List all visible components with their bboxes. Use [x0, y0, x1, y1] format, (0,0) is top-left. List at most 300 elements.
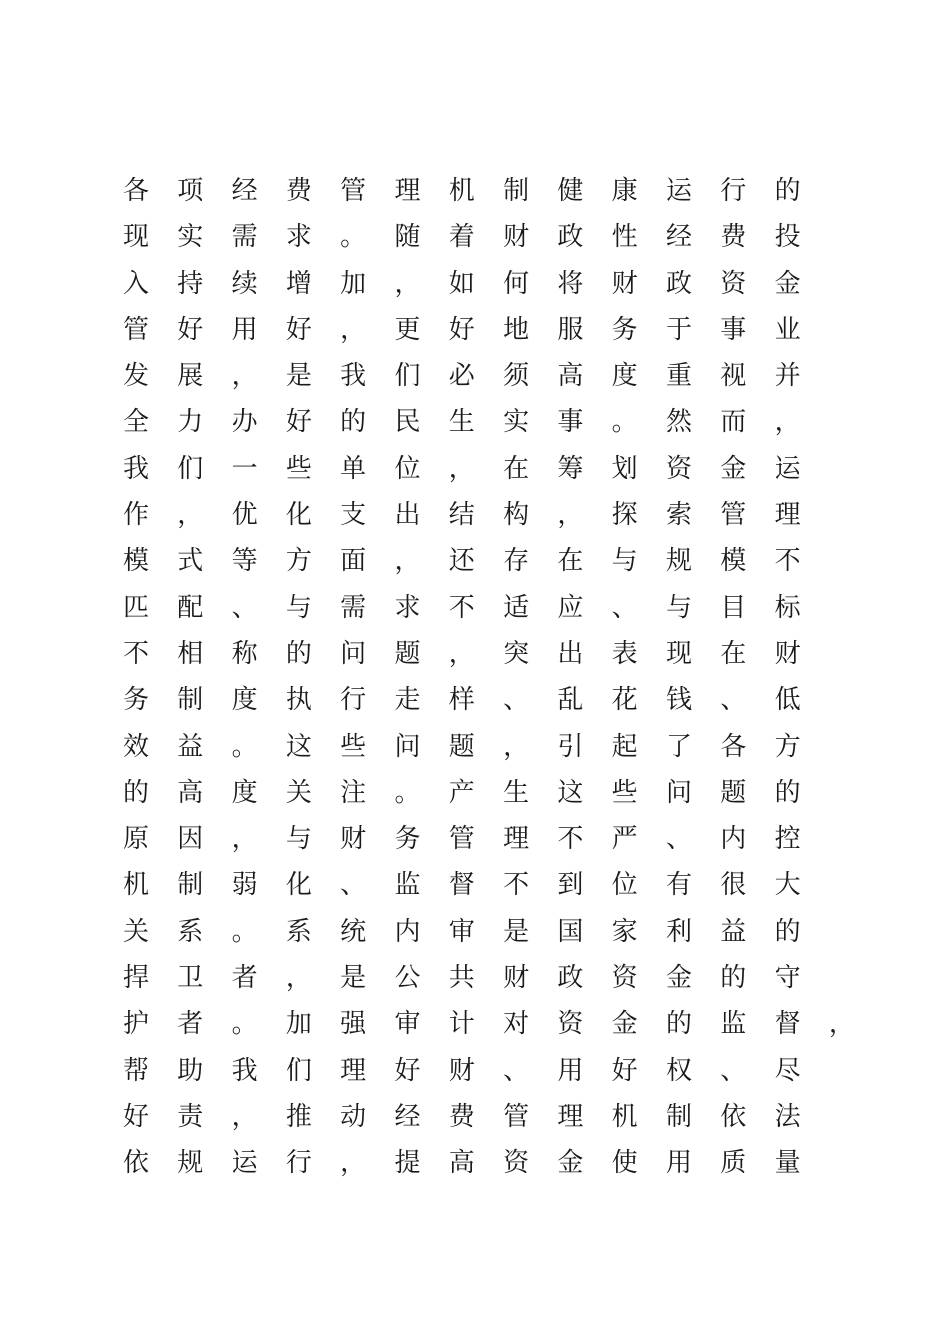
- text-char: 机: [448, 176, 475, 206]
- text-char: 用: [665, 1148, 692, 1179]
- text-char: 注: [340, 777, 367, 808]
- text-char: 运: [774, 453, 801, 484]
- text-char: 、: [611, 592, 638, 623]
- text-line: [109, 770, 869, 816]
- text-char: 高: [557, 361, 584, 392]
- text-char: 财: [611, 268, 638, 299]
- text-char: 的: [774, 916, 801, 947]
- text-char: 对: [503, 1009, 530, 1040]
- text-char: 了: [665, 731, 692, 762]
- text-char: 是: [340, 963, 367, 994]
- text-char: 原: [122, 824, 149, 855]
- text-char: 随: [394, 222, 421, 253]
- text-char: 如: [448, 268, 475, 299]
- text-char: 这: [557, 777, 584, 808]
- text-char: 实: [503, 407, 530, 438]
- text-char: 守: [774, 963, 801, 994]
- text-char: 低: [774, 685, 801, 716]
- text-char: 卫: [177, 963, 204, 994]
- text-char: 者: [231, 963, 258, 994]
- text-char: 管: [720, 500, 747, 531]
- text-char: 资: [720, 268, 747, 299]
- text-line: [109, 1094, 869, 1140]
- text-line: [109, 538, 869, 584]
- text-char: 办: [231, 407, 258, 438]
- text-char: 乱: [557, 685, 584, 716]
- text-char: 现: [122, 222, 149, 253]
- text-char: ，: [828, 1009, 855, 1040]
- text-char: 有: [665, 870, 692, 901]
- text-char: 不: [774, 546, 801, 577]
- text-char: 行: [720, 176, 747, 206]
- text-char: 在: [720, 638, 747, 669]
- text-char: 的: [720, 963, 747, 994]
- text-char: 视: [720, 361, 747, 392]
- text-char: 、: [231, 592, 258, 623]
- text-char: 方: [774, 731, 801, 762]
- text-char: 探: [611, 500, 638, 531]
- text-char: 弱: [231, 870, 258, 901]
- text-line: [109, 168, 869, 214]
- text-char: 。: [231, 916, 258, 947]
- text-char: 标: [774, 592, 801, 623]
- text-char: 量: [774, 1148, 801, 1179]
- text-char: 是: [285, 361, 312, 392]
- text-char: 责: [177, 1101, 204, 1132]
- text-char: 管: [340, 176, 367, 206]
- text-char: 加: [340, 268, 367, 299]
- text-char: 然: [665, 407, 692, 438]
- text-char: 生: [503, 777, 530, 808]
- text-char: 与: [285, 592, 312, 623]
- text-char: 于: [665, 314, 692, 345]
- text-char: 这: [285, 731, 312, 762]
- text-char: 运: [231, 1148, 258, 1179]
- text-char: 些: [340, 731, 367, 762]
- text-char: 共: [448, 963, 475, 994]
- text-char: 关: [122, 916, 149, 947]
- text-char: 行: [285, 1148, 312, 1179]
- text-char: 续: [231, 268, 258, 299]
- text-char: 性: [611, 222, 638, 253]
- text-char: 制: [177, 685, 204, 716]
- text-char: 式: [177, 546, 204, 577]
- text-char: 须: [503, 361, 530, 392]
- text-char: 突: [503, 638, 530, 669]
- text-char: 提: [394, 1148, 421, 1179]
- text-char: 还: [448, 546, 475, 577]
- text-char: 题: [448, 731, 475, 762]
- text-char: 好: [611, 1055, 638, 1086]
- text-char: 筹: [557, 453, 584, 484]
- text-char: 用: [231, 314, 258, 345]
- text-char: 费: [448, 1101, 475, 1132]
- text-char: 的: [774, 777, 801, 808]
- text-char: 好: [285, 314, 312, 345]
- text-char: 些: [611, 777, 638, 808]
- text-line: [109, 307, 869, 353]
- text-char: 位: [394, 453, 421, 484]
- text-char: 高: [448, 1148, 475, 1179]
- text-line: [109, 631, 869, 677]
- text-char: 的: [122, 777, 149, 808]
- text-line: [109, 353, 869, 399]
- text-char: 经: [394, 1101, 421, 1132]
- text-char: 支: [340, 500, 367, 531]
- text-char: 配: [177, 592, 204, 623]
- text-line: [109, 585, 869, 631]
- text-char: 表: [611, 638, 638, 669]
- text-char: 生: [448, 407, 475, 438]
- text-char: 全: [122, 407, 149, 438]
- text-char: 度: [611, 361, 638, 392]
- text-char: 权: [665, 1055, 692, 1086]
- text-char: 机: [122, 870, 149, 901]
- text-char: 捍: [122, 963, 149, 994]
- text-char: 模: [122, 546, 149, 577]
- text-char: 理: [503, 824, 530, 855]
- text-char: 目: [720, 592, 747, 623]
- text-line: [109, 214, 869, 260]
- text-char: 、: [503, 1055, 530, 1086]
- text-char: 制: [665, 1101, 692, 1132]
- text-char: 依: [720, 1101, 747, 1132]
- text-char: ，: [340, 314, 367, 345]
- text-char: 制: [177, 870, 204, 901]
- text-char: 匹: [122, 592, 149, 623]
- text-char: 发: [122, 361, 149, 392]
- text-char: 问: [394, 731, 421, 762]
- text-char: 需: [340, 592, 367, 623]
- text-char: 规: [665, 546, 692, 577]
- text-char: ，: [231, 1101, 258, 1132]
- text-char: 问: [340, 638, 367, 669]
- text-char: 政: [557, 222, 584, 253]
- text-char: 金: [665, 963, 692, 994]
- text-char: 引: [557, 731, 584, 762]
- text-char: 康: [611, 176, 638, 206]
- text-char: 金: [720, 453, 747, 484]
- text-char: 务: [394, 824, 421, 855]
- text-char: 很: [720, 870, 747, 901]
- text-char: 财: [503, 222, 530, 253]
- text-char: 好: [448, 314, 475, 345]
- text-char: 度: [231, 685, 258, 716]
- text-char: 展: [177, 361, 204, 392]
- text-char: 费: [285, 176, 312, 206]
- text-char: 务: [611, 314, 638, 345]
- text-char: 度: [231, 777, 258, 808]
- text-char: 我: [122, 453, 149, 484]
- text-line: [109, 724, 869, 770]
- text-line: [109, 816, 869, 862]
- text-char: 财: [340, 824, 367, 855]
- text-char: 理: [394, 176, 421, 206]
- text-char: 问: [665, 777, 692, 808]
- text-line: [109, 492, 869, 538]
- text-char: ，: [394, 268, 421, 299]
- text-char: 地: [503, 314, 530, 345]
- text-char: 依: [122, 1148, 149, 1179]
- text-char: 政: [557, 963, 584, 994]
- text-line: [109, 677, 869, 723]
- text-char: 的: [665, 1009, 692, 1040]
- text-char: 构: [503, 500, 530, 531]
- text-char: 增: [285, 268, 312, 299]
- text-char: 。: [340, 222, 367, 253]
- text-char: 需: [231, 222, 258, 253]
- text-char: 着: [448, 222, 475, 253]
- text-char: 监: [720, 1009, 747, 1040]
- text-char: 运: [665, 176, 692, 206]
- text-char: 的: [774, 176, 801, 206]
- text-line: [109, 1001, 869, 1047]
- text-char: ，: [285, 963, 312, 994]
- text-char: 化: [285, 500, 312, 531]
- text-char: ，: [340, 1148, 367, 1179]
- text-char: 、: [720, 1055, 747, 1086]
- text-char: ，: [177, 500, 204, 531]
- text-char: 、: [340, 870, 367, 901]
- text-char: 务: [122, 685, 149, 716]
- text-char: 好: [394, 1055, 421, 1086]
- text-char: 审: [394, 1009, 421, 1040]
- text-char: 好: [122, 1101, 149, 1132]
- text-char: 资: [557, 1009, 584, 1040]
- text-line: [109, 909, 869, 955]
- text-char: 利: [665, 916, 692, 947]
- text-char: 资: [611, 963, 638, 994]
- text-char: 等: [231, 546, 258, 577]
- text-char: 管: [503, 1101, 530, 1132]
- text-char: ，: [231, 361, 258, 392]
- text-char: 益: [177, 731, 204, 762]
- text-line: [109, 446, 869, 492]
- text-line: [109, 955, 869, 1001]
- text-char: 计: [448, 1009, 475, 1040]
- text-char: 我: [340, 361, 367, 392]
- text-char: 不: [503, 870, 530, 901]
- text-char: 些: [285, 453, 312, 484]
- text-char: 产: [448, 777, 475, 808]
- text-char: 与: [611, 546, 638, 577]
- text-char: 题: [720, 777, 747, 808]
- text-char: 。: [611, 407, 638, 438]
- text-char: 督: [448, 870, 475, 901]
- text-char: 行: [340, 685, 367, 716]
- text-char: 应: [557, 592, 584, 623]
- text-char: 帮: [122, 1055, 149, 1086]
- text-char: 与: [285, 824, 312, 855]
- text-char: 在: [503, 453, 530, 484]
- text-char: 面: [340, 546, 367, 577]
- text-char: 力: [177, 407, 204, 438]
- text-char: ，: [448, 453, 475, 484]
- text-char: 存: [503, 546, 530, 577]
- text-char: 样: [448, 685, 475, 716]
- text-char: 持: [177, 268, 204, 299]
- text-char: 制: [503, 176, 530, 206]
- text-char: ，: [774, 407, 801, 438]
- text-char: 必: [448, 361, 475, 392]
- text-char: 家: [611, 916, 638, 947]
- text-char: 各: [122, 176, 149, 206]
- text-char: 好: [177, 314, 204, 345]
- text-line: [109, 1140, 869, 1186]
- text-char: 现: [665, 638, 692, 669]
- text-char: ，: [231, 824, 258, 855]
- text-char: 国: [557, 916, 584, 947]
- text-char: 们: [285, 1055, 312, 1086]
- text-char: 使: [611, 1148, 638, 1179]
- text-char: 财: [774, 638, 801, 669]
- text-char: 出: [557, 638, 584, 669]
- text-char: 健: [557, 176, 584, 206]
- text-char: 项: [177, 176, 204, 206]
- text-char: 一: [231, 453, 258, 484]
- text-char: 资: [503, 1148, 530, 1179]
- text-char: 而: [720, 407, 747, 438]
- text-char: 们: [394, 361, 421, 392]
- text-char: 资: [665, 453, 692, 484]
- text-char: 作: [122, 500, 149, 531]
- text-char: ，: [448, 638, 475, 669]
- text-char: 尽: [774, 1055, 801, 1086]
- text-char: 与: [665, 592, 692, 623]
- text-char: 适: [503, 592, 530, 623]
- text-char: 走: [394, 685, 421, 716]
- text-char: 单: [340, 453, 367, 484]
- text-char: 优: [231, 500, 258, 531]
- text-char: 系: [285, 916, 312, 947]
- text-char: 效: [122, 731, 149, 762]
- text-char: 督: [774, 1009, 801, 1040]
- text-char: 不: [557, 824, 584, 855]
- text-char: 。: [231, 731, 258, 762]
- text-char: 内: [720, 824, 747, 855]
- text-char: 严: [611, 824, 638, 855]
- text-char: 服: [557, 314, 584, 345]
- text-char: 好: [285, 407, 312, 438]
- text-char: 、: [720, 685, 747, 716]
- text-char: 推: [285, 1101, 312, 1132]
- text-char: 将: [557, 268, 584, 299]
- text-char: 强: [340, 1009, 367, 1040]
- text-char: 索: [665, 500, 692, 531]
- text-char: 重: [665, 361, 692, 392]
- text-char: 规: [177, 1148, 204, 1179]
- body-text: [109, 168, 869, 1187]
- text-char: 益: [720, 916, 747, 947]
- text-char: 事: [557, 407, 584, 438]
- text-char: 高: [177, 777, 204, 808]
- text-char: 、: [665, 824, 692, 855]
- text-char: 化: [285, 870, 312, 901]
- text-line: [109, 862, 869, 908]
- text-char: 加: [285, 1009, 312, 1040]
- text-char: 题: [394, 638, 421, 669]
- text-char: 位: [611, 870, 638, 901]
- text-char: 模: [720, 546, 747, 577]
- text-char: 实: [177, 222, 204, 253]
- text-char: 金: [611, 1009, 638, 1040]
- text-char: 民: [394, 407, 421, 438]
- text-char: 动: [340, 1101, 367, 1132]
- text-char: 求: [394, 592, 421, 623]
- text-char: 金: [557, 1148, 584, 1179]
- text-char: 理: [774, 500, 801, 531]
- text-char: 各: [720, 731, 747, 762]
- text-char: 经: [231, 176, 258, 206]
- text-line: [109, 261, 869, 307]
- text-char: 不: [122, 638, 149, 669]
- text-char: 是: [503, 916, 530, 947]
- text-char: 政: [665, 268, 692, 299]
- text-char: 到: [557, 870, 584, 901]
- text-char: 起: [611, 731, 638, 762]
- text-char: 护: [122, 1009, 149, 1040]
- text-char: 方: [285, 546, 312, 577]
- text-char: ，: [557, 500, 584, 531]
- text-char: 系: [177, 916, 204, 947]
- text-char: 者: [177, 1009, 204, 1040]
- text-char: 更: [394, 314, 421, 345]
- text-char: 法: [774, 1101, 801, 1132]
- text-char: 我: [231, 1055, 258, 1086]
- text-char: 大: [774, 870, 801, 901]
- text-char: 控: [774, 824, 801, 855]
- text-char: 金: [774, 268, 801, 299]
- text-char: 执: [285, 685, 312, 716]
- text-char: 并: [774, 361, 801, 392]
- text-char: ，: [503, 731, 530, 762]
- text-char: 统: [340, 916, 367, 947]
- text-char: 钱: [665, 685, 692, 716]
- text-char: 监: [394, 870, 421, 901]
- text-char: 称: [231, 638, 258, 669]
- text-char: 入: [122, 268, 149, 299]
- text-char: ，: [394, 546, 421, 577]
- text-char: 。: [231, 1009, 258, 1040]
- text-char: 的: [285, 638, 312, 669]
- text-char: 求: [285, 222, 312, 253]
- text-char: 投: [774, 222, 801, 253]
- text-char: 管: [448, 824, 475, 855]
- text-char: 理: [340, 1055, 367, 1086]
- text-char: 关: [285, 777, 312, 808]
- text-char: 花: [611, 685, 638, 716]
- text-char: 经: [665, 222, 692, 253]
- text-char: 。: [394, 777, 421, 808]
- text-char: 助: [177, 1055, 204, 1086]
- text-char: 内: [394, 916, 421, 947]
- text-char: 财: [503, 963, 530, 994]
- text-char: 机: [611, 1101, 638, 1132]
- text-char: 质: [720, 1148, 747, 1179]
- text-char: 理: [557, 1101, 584, 1132]
- text-char: 划: [611, 453, 638, 484]
- text-char: 在: [557, 546, 584, 577]
- text-char: 因: [177, 824, 204, 855]
- text-line: [109, 1048, 869, 1094]
- text-char: 财: [448, 1055, 475, 1086]
- text-char: 、: [503, 685, 530, 716]
- text-char: 何: [503, 268, 530, 299]
- text-char: 相: [177, 638, 204, 669]
- text-char: 用: [557, 1055, 584, 1086]
- text-char: 的: [340, 407, 367, 438]
- text-char: 业: [774, 314, 801, 345]
